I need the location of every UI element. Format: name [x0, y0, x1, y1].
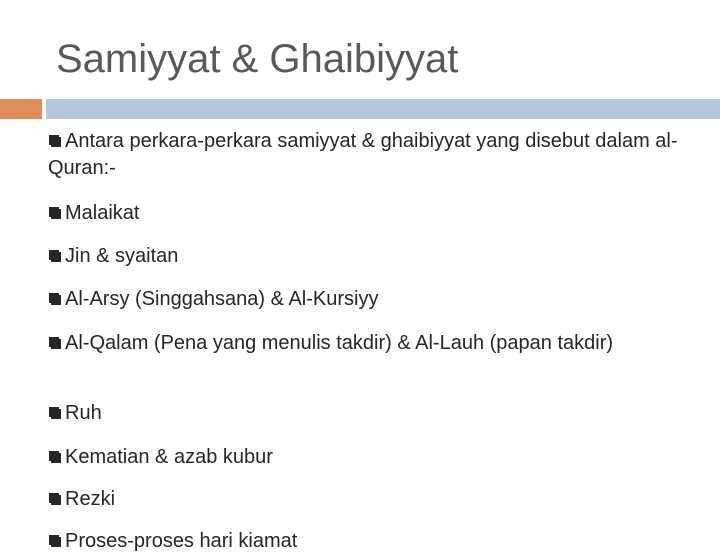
list-item [48, 286, 688, 313]
list-item-text: Ruh [65, 402, 102, 424]
list-item [48, 128, 688, 182]
list-item-text: Malaikat [65, 202, 140, 224]
list-item-text: Al-Arsy (Singgahsana) & Al-Kursiyy [65, 288, 379, 310]
checkbox-square-icon [48, 492, 62, 506]
list-item [48, 444, 688, 471]
list-item [48, 200, 688, 227]
header-accent-bar [0, 99, 42, 119]
list-item [48, 528, 688, 555]
list-item [48, 400, 688, 427]
list-item-text: Proses-proses hari kiamat [65, 530, 298, 552]
checkbox-square-icon [48, 206, 62, 220]
checkbox-square-icon [48, 534, 62, 548]
list-item-text: Antara perkara-perkara samiyyat & ghaibiyyat yang disebut dalam al-Quran:- [48, 130, 678, 179]
list-item-text: Al-Qalam (Pena yang menulis takdir) & Al-Lauh (papan takdir) [65, 332, 614, 354]
checkbox-square-icon [48, 406, 62, 420]
header-divider-bar [46, 99, 720, 119]
checkbox-square-icon [48, 292, 62, 306]
list-item [48, 330, 688, 357]
list-item-text: Jin & syaitan [65, 245, 179, 267]
list-item-text: Rezki [65, 488, 116, 510]
checkbox-square-icon [48, 249, 62, 263]
checkbox-square-icon [48, 134, 62, 148]
checkbox-square-icon [48, 450, 62, 464]
list-item [48, 486, 688, 513]
slide-title: Samiyyat & Ghaibiyyat [56, 37, 459, 81]
list-item-text: Kematian & azab kubur [65, 446, 273, 468]
list-item [48, 243, 688, 270]
checkbox-square-icon [48, 336, 62, 350]
